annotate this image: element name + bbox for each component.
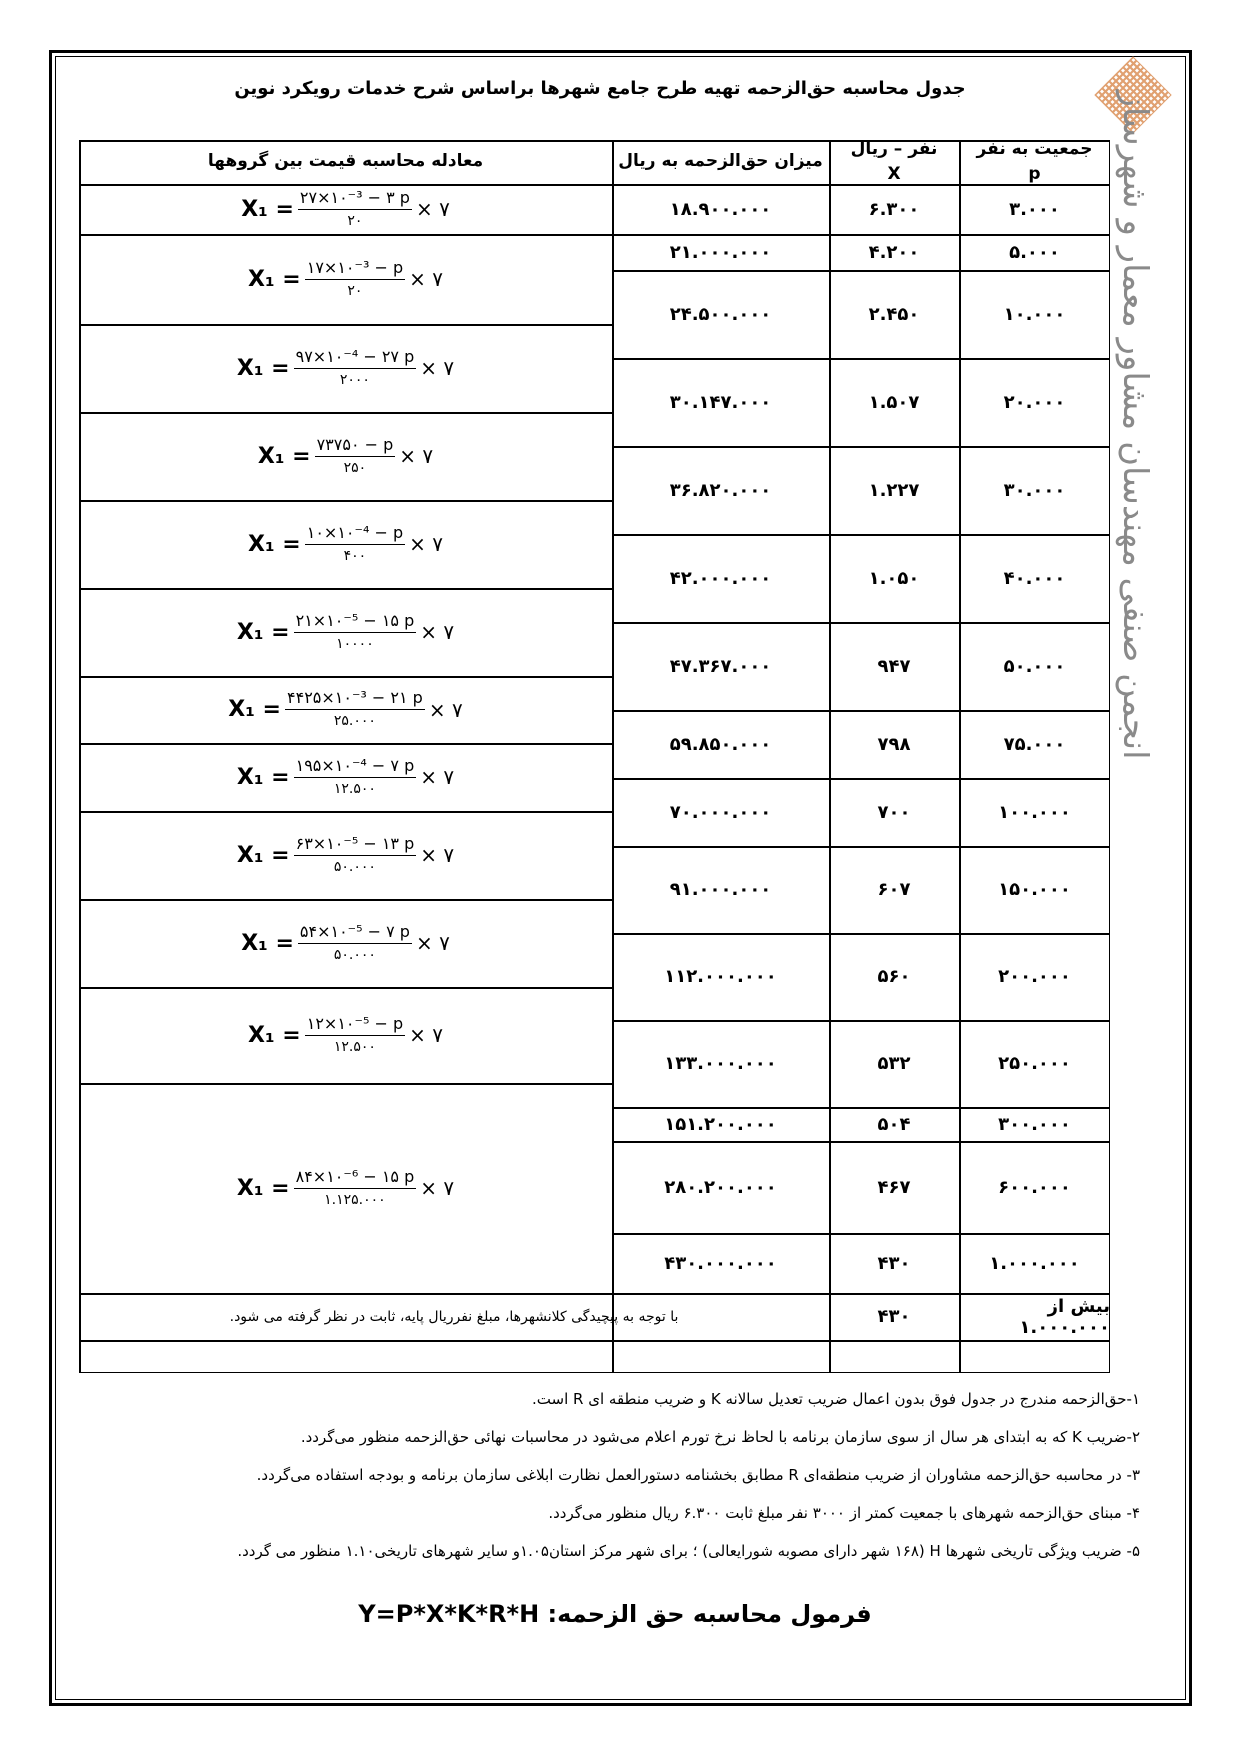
equation-denominator: ۱.۱۲۵.۰۰۰ [324,1191,386,1208]
equation-numerator: ۱۹۵×۱۰⁻⁴ − ۷ p [294,755,417,778]
equation-multiplier: × ۷ [420,356,455,380]
fee-cell: ۲۴.۵۰۰.۰۰۰ [669,303,772,325]
population-cell: بیش از ۱.۰۰۰.۰۰۰ [1019,1295,1110,1338]
fee-table [79,140,1110,1373]
population-cell: ۱۰۰.۰۰۰ [998,801,1071,823]
equation-fraction [315,434,396,479]
rate-cell: ۱.۲۲۷ [868,479,920,501]
population-cell: ۴۰.۰۰۰ [1003,567,1066,589]
note-3: ۳- در محاسبه حق‌الزحمه مشاوران از ضریب منطقه‌ای R مطابق بخشنامه دستورالعمل نظارت ابلاغی سازمان برنامه و بودجه استفاده می‌گردد. [256,1466,1140,1484]
rate-cell: ۱.۰۵۰ [868,567,920,589]
equation-multiplier: × ۷ [420,1176,455,1200]
fee-cell: ۱۱۲.۰۰۰.۰۰۰ [664,966,777,987]
equation-cell [79,899,612,987]
population-cell: ۱.۰۰۰.۰۰۰ [989,1252,1080,1274]
fee-cell: ۹۱.۰۰۰.۰۰۰ [669,879,772,900]
equation-lhs: X₁ = [236,619,290,645]
equation-lhs: X₁ = [241,196,294,222]
equation-fraction [285,687,425,732]
rate-cell: ۴.۲۰۰ [868,241,920,263]
equation-lhs: X₁ = [248,266,301,292]
equation-denominator: ۵۰.۰۰۰ [333,858,376,875]
equation-denominator: ۵۰.۰۰۰ [333,946,376,963]
equation-cell [79,234,612,324]
equation-numerator: ۷۳۷۵۰ − p [315,434,396,457]
equation-denominator: ۲۵.۰۰۰ [333,713,376,729]
equation-fraction [298,187,412,232]
equation-multiplier: × ۷ [420,843,455,867]
equation-lhs: X₁ = [236,1175,290,1201]
fee-cell: ۳۶.۸۲۰.۰۰۰ [669,479,772,501]
equation-fraction [294,755,417,800]
equation-denominator: ۱۲.۵۰۰ [333,780,376,797]
equation-cell [79,324,612,412]
population-cell: ۳.۰۰۰ [1009,198,1060,220]
equation-lhs: X₁ = [228,697,281,722]
equation-cell [79,184,612,234]
header-population-symbol: p [1028,164,1041,184]
population-cell: ۱۵۰.۰۰۰ [998,879,1071,900]
equation-fraction [298,921,412,966]
population-cell: ۲۰.۰۰۰ [1003,391,1066,413]
equation-multiplier: × ۷ [415,197,450,221]
note-cell: با توجه به پیچیدگی کلانشهرها، مبلغ نفرریال پایه، ثابت در نظر گرفته می شود. [229,1308,679,1325]
header-fee: میزان حق‌الزحمه به ریال [618,151,823,172]
header-population-label: جمعیت به نفر [976,138,1093,159]
equation-lhs: X₁ = [236,764,290,790]
equation-lhs: X₁ = [257,443,311,469]
equation-numerator: ۱۰×۱۰⁻⁴ − p [305,522,405,545]
rate-cell: ۲.۴۵۰ [868,303,920,325]
rate-cell: ۶۰۷ [877,879,911,900]
rate-cell: ۶.۳۰۰ [868,198,920,220]
equation-lhs: X₁ = [248,1022,301,1048]
rate-cell: ۴۶۷ [877,1176,911,1198]
fee-cell: ۲۸۰.۲۰۰.۰۰۰ [664,1176,777,1198]
fee-cell: ۴۲.۰۰۰.۰۰۰ [669,567,772,589]
equation-denominator: ۲۵۰ [343,459,367,476]
rate-cell: ۵۰۴ [877,1113,911,1135]
equation-fraction [305,1013,405,1058]
header-equation: معادله محاسبه قیمت بین گروهها [207,151,484,172]
equation-denominator: ۱۲.۵۰۰ [333,1038,376,1055]
equation-denominator: ۲۰۰۰ [339,371,370,388]
population-cell: ۶۰۰.۰۰۰ [998,1176,1071,1198]
equation-fraction [305,257,405,302]
rate-cell: ۷۰۰ [877,801,911,823]
population-cell: ۲۵۰.۰۰۰ [998,1053,1071,1074]
equation-multiplier: × ۷ [409,1023,443,1047]
equation-denominator: ۲۰ [347,282,363,299]
document-title: جدول محاسبه حق‌الزحمه تهیه طرح جامع شهرها براساس شرح خدمات رویکرد نوین [234,78,966,99]
equation-numerator: ۲۱×۱۰⁻⁵ − ۱۵ p [294,610,417,633]
header-rate-symbol: X [887,164,901,184]
population-cell: ۷۵.۰۰۰ [1003,733,1066,755]
equation-multiplier: × ۷ [409,267,443,291]
rate-cell: ۵۶۰ [877,966,911,987]
equation-numerator: ۴۴۲۵×۱۰⁻³ − ۲۱ p [285,687,425,710]
equation-fraction [305,522,405,567]
fee-cell: ۳۰.۱۴۷.۰۰۰ [669,391,772,413]
table-rule [612,1340,1110,1342]
equation-fraction [294,1166,417,1211]
equation-multiplier: × ۷ [428,697,463,722]
rate-cell: ۴۳۰ [877,1252,911,1274]
note-4: ۴- مبنای حق‌الزحمه شهرهای با جمعیت کمتر از ۳۰۰۰ نفر مبلغ ثابت ۶.۳۰۰ ریال منظور می‌گردد. [548,1504,1140,1522]
equation-fraction [294,346,417,391]
population-cell: ۲۰۰.۰۰۰ [998,966,1071,987]
population-cell: ۱۰.۰۰۰ [1003,303,1066,325]
table-rule [79,1340,612,1342]
equation-cell [79,811,612,899]
note-2: ۲-ضریب K که به ابتدای هر سال از سوی سازمان برنامه با لحاظ نرخ تورم اعلام می‌شود در محاسبات نهائی حق‌الزحمه منظور می‌گردد. [300,1428,1140,1446]
equation-numerator: ۲۷×۱۰⁻³ − ۳ p [298,187,412,210]
note-5: ۵- ضریب ویژگی تاریخی شهرها H (۱۶۸ شهر دارای مصوبه شورایعالی) ؛ برای شهر مرکز استان۱.۰۵و سایر شهرهای تاریخی۱.۱۰ منظور می گردد. [237,1542,1140,1560]
equation-cell [79,676,612,743]
header-rate [829,140,959,184]
population-cell: ۵۰.۰۰۰ [1003,655,1066,677]
population-cell: ۳۰۰.۰۰۰ [998,1113,1071,1135]
equation-numerator: ۱۲×۱۰⁻⁵ − p [305,1013,405,1036]
header-rate-label: نفر – ریال [850,138,938,159]
rate-cell: ۱.۵۰۷ [868,391,920,413]
equation-cell [79,987,612,1083]
equation-cell [79,500,612,588]
equation-cell [79,1083,612,1293]
equation-numerator: ۸۴×۱۰⁻⁶ − ۱۵ p [294,1166,417,1189]
equation-numerator: ۵۴×۱۰⁻⁵ − ۷ p [298,921,412,944]
equation-denominator: ۲۰ [347,212,363,229]
rate-cell: ۴۳۰ [877,1306,911,1327]
equation-multiplier: × ۷ [409,532,443,556]
fee-cell: ۴۳۰.۰۰۰.۰۰۰ [664,1252,777,1274]
equation-fraction [294,610,417,655]
rate-cell: ۷۹۸ [877,733,911,755]
equation-fraction [294,833,417,878]
fee-cell: ۵۹.۸۵۰.۰۰۰ [669,733,772,755]
equation-multiplier: × ۷ [420,765,455,789]
fee-cell: ۴۷.۳۶۷.۰۰۰ [669,655,772,677]
equation-denominator: ۴۰۰ [343,547,367,564]
equation-denominator: ۱۰۰۰۰ [336,635,374,652]
equation-numerator: ۱۷×۱۰⁻³ − p [305,257,405,280]
equation-numerator: ۶۳×۱۰⁻⁵ − ۱۳ p [294,833,417,856]
fee-cell: ۱۵۱.۲۰۰.۰۰۰ [664,1113,777,1135]
equation-cell [79,588,612,676]
rate-cell: ۹۴۷ [877,655,911,677]
equation-lhs: X₁ = [236,842,290,868]
equation-multiplier: × ۷ [399,444,434,468]
equation-multiplier: × ۷ [420,620,455,644]
fee-cell: ۱۸.۹۰۰.۰۰۰ [669,198,772,220]
notes-list [170,1380,1140,1570]
note-1: ۱-حق‌الزحمه مندرج در جدول فوق بدون اعمال ضریب تعدیل سالانه K و ضریب منطقه ای R است. [532,1390,1140,1408]
fee-cell: ۷۰.۰۰۰.۰۰۰ [669,801,772,823]
equation-lhs: X₁ = [241,930,294,956]
equation-multiplier: × ۷ [415,931,450,955]
equation-lhs: X₁ = [248,531,301,557]
population-cell: ۵.۰۰۰ [1009,241,1060,263]
fee-cell: ۱۳۳.۰۰۰.۰۰۰ [664,1053,777,1074]
side-label-text: انجمن صنفی مهندسان مشاور معمار و شهرساز [1115,90,1155,760]
rate-cell: ۵۳۲ [877,1053,911,1074]
population-cell: ۳۰.۰۰۰ [1003,479,1066,501]
table-rule [79,1372,1110,1374]
equation-cell [79,743,612,811]
header-population [959,140,1110,184]
equation-cell [79,412,612,500]
equation-numerator: ۹۷×۱۰⁻⁴ − ۲۷ p [294,346,417,369]
fee-cell: ۲۱.۰۰۰.۰۰۰ [669,241,772,263]
equation-lhs: X₁ = [236,355,290,381]
fee-formula: فرمول محاسبه حق الزحمه: Y=P*X*K*R*H [358,1600,872,1628]
